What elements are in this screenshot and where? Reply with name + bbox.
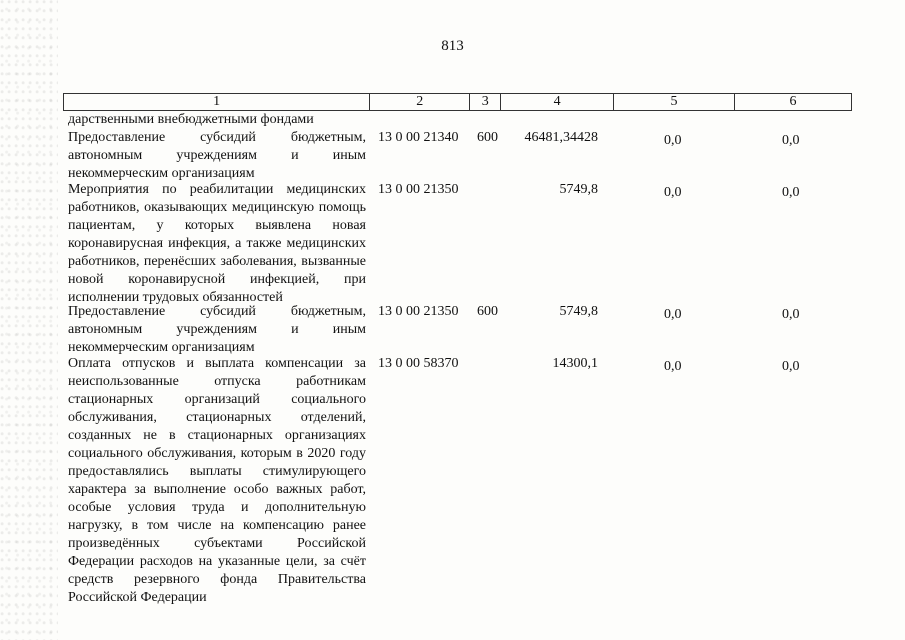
- row-col6: 0,0: [782, 133, 800, 148]
- row-col5: 0,0: [664, 359, 682, 374]
- row-amount: 46481,34428: [524, 130, 598, 145]
- row-name: Мероприятия по реабилитации медицинских работников, оказывающих медицинскую помощь пациентам, у которых выявлена новая коронавирусная инфекция, а также медицинских работников, перенёсших заболевания, вызванные новой коронавирусной инфекцией, при исполнении трудовых обязанностей: [68, 182, 366, 305]
- row-name: Предоставление субсидий бюджетным, автономным учреждениям и иным некоммерческим организациям: [68, 130, 366, 181]
- row-amount: 5749,8: [559, 182, 598, 197]
- row-code: 13 0 00 58370: [378, 356, 459, 371]
- column-header-6: 6: [735, 94, 852, 111]
- row-col6: 0,0: [782, 307, 800, 322]
- column-header-3: 3: [470, 94, 501, 111]
- row-col6: 0,0: [782, 359, 800, 374]
- row-amount: 5749,8: [559, 304, 598, 319]
- page-number: 813: [441, 38, 464, 54]
- column-header-4: 4: [501, 94, 614, 111]
- continuation-text: дарственными внебюджетными фондами: [68, 112, 314, 127]
- column-header-5: 5: [614, 94, 735, 111]
- row-col5: 0,0: [664, 185, 682, 200]
- row-amount: 14300,1: [552, 356, 598, 371]
- row-type: 600: [477, 304, 498, 319]
- row-col5: 0,0: [664, 133, 682, 148]
- row-col5: 0,0: [664, 307, 682, 322]
- row-type: 600: [477, 130, 498, 145]
- row-name: Предоставление субсидий бюджетным, автономным учреждениям и иным некоммерческим организациям: [68, 304, 366, 355]
- row-code: 13 0 00 21350: [378, 182, 459, 197]
- row-code: 13 0 00 21340: [378, 130, 459, 145]
- column-header-2: 2: [370, 94, 470, 111]
- row-code: 13 0 00 21350: [378, 304, 459, 319]
- row-name: Оплата отпусков и выплата компенсации за неиспользованные отпуска работникам стационарных организаций социального обслуживания, стационарных отделений, созданных не в стационарных организациях социального обслуживания, которым в 2020 году предоставлялись выплаты стимулирующего характера за выполнение особо важных работ, особые условия труда и дополнительную нагрузку, в том числе на компенсацию ранее произведённых субъектами Российской Федерации расходов на указанные цели, за счёт средств резервного фонда Правительства Российской Федерации: [68, 356, 366, 605]
- column-header-row: [63, 93, 852, 111]
- scan-edge-noise: [0, 0, 58, 640]
- column-header-1: 1: [64, 94, 370, 111]
- row-col6: 0,0: [782, 185, 800, 200]
